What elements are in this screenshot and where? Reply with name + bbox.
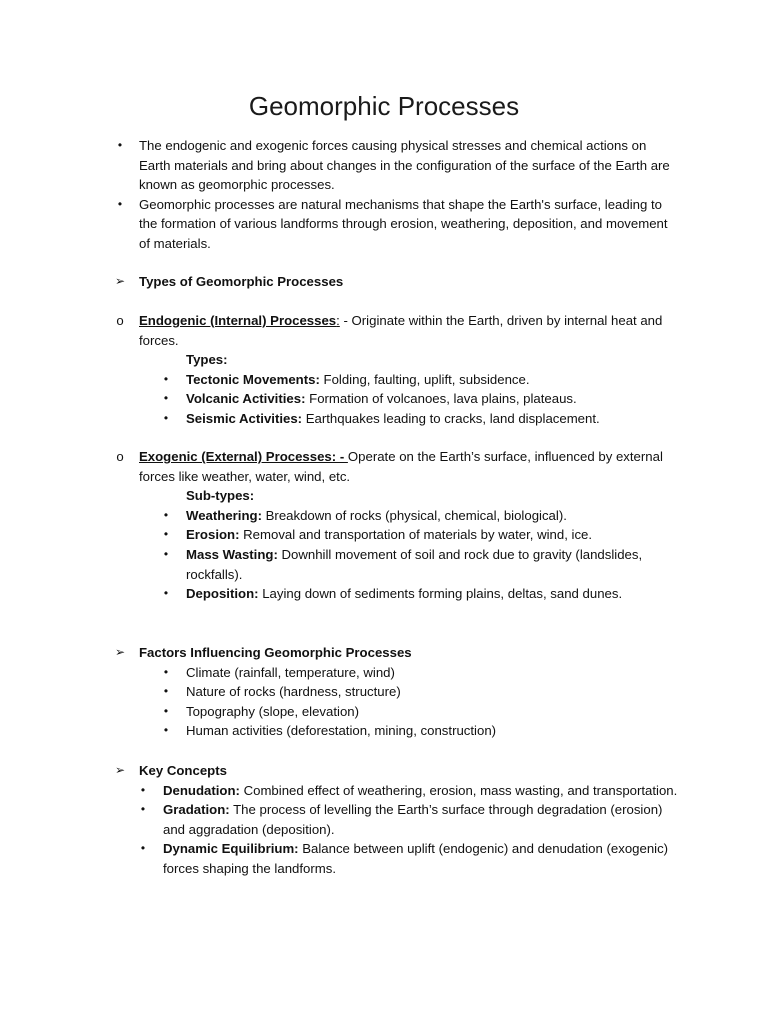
exogenic-subtypes-label: Sub-types:	[186, 488, 255, 504]
bullet-icon: •	[140, 782, 146, 797]
item-term: Tectonic Movements:	[186, 371, 320, 387]
item-term: Gradation:	[163, 802, 230, 818]
arrow-bullet-icon: ➢	[114, 274, 126, 288]
bullet-icon: •	[163, 371, 169, 386]
item-desc: Removal and transportation of materials by water, wind, ice.	[239, 527, 593, 543]
circle-bullet-icon: o	[116, 449, 124, 464]
bullet-icon: •	[163, 410, 169, 425]
intro-item	[0, 195, 768, 254]
factors-section	[0, 643, 768, 741]
item-desc: Formation of volcanoes, lava plains, plateaus.	[305, 391, 577, 407]
bullet-icon: •	[163, 391, 169, 406]
arrow-bullet-icon: ➢	[114, 645, 126, 659]
item-term: Mass Wasting:	[186, 546, 278, 562]
item-term: Volcanic Activities:	[186, 391, 306, 407]
bullet-icon: •	[163, 507, 169, 522]
list-item	[0, 545, 768, 584]
bullet-icon: •	[163, 546, 169, 561]
list-item	[0, 525, 768, 545]
item-desc: Downhill movement of soil and rock due to gravity (landslides, rockfalls).	[186, 546, 643, 582]
item-desc: Laying down of sediments forming plains, deltas, sand dunes.	[258, 586, 623, 602]
section-heading-row	[0, 761, 768, 781]
intro-list	[0, 136, 768, 254]
item-desc: Earthquakes leading to cracks, land displacement.	[302, 410, 600, 426]
endogenic-description: - Originate within the Earth, driven by internal heat and forces.	[139, 313, 663, 348]
bullet-icon: •	[140, 841, 146, 856]
bullet-icon: •	[140, 802, 146, 817]
list-item	[0, 663, 768, 683]
intro-text: The endogenic and exogenic forces causing physical stresses and chemical actions on Earth materials and bring about changes in the configuration of the surface of the Earth are known as geomorphic processes.	[139, 138, 670, 193]
endogenic-types-label: Types:	[186, 352, 228, 368]
item-term: Erosion:	[186, 527, 240, 543]
bullet-icon: •	[163, 703, 169, 718]
list-item	[0, 682, 768, 702]
section-heading-row	[0, 272, 768, 292]
bullet-icon: •	[163, 586, 169, 601]
endogenic-colon: :	[336, 313, 340, 328]
endogenic-heading-row	[0, 311, 768, 350]
item-desc: Combined effect of weathering, erosion, mass wasting, and transportation.	[239, 782, 678, 798]
factor-text: Human activities (deforestation, mining, construction)	[186, 723, 497, 739]
endogenic-section	[0, 311, 768, 429]
bullet-icon: •	[163, 684, 169, 699]
list-item	[0, 409, 768, 429]
endogenic-heading: Endogenic (Internal) Processes	[139, 313, 337, 328]
exogenic-description: Operate on the Earth’s surface, influenced by external forces like weather, water, wind, etc.	[139, 449, 663, 484]
list-item	[0, 800, 768, 839]
arrow-bullet-icon: ➢	[114, 763, 126, 777]
item-term: Denudation:	[163, 782, 240, 798]
list-item	[0, 506, 768, 526]
item-term: Deposition:	[186, 586, 259, 602]
item-desc: Folding, faulting, uplift, subsidence.	[319, 371, 530, 387]
bullet-icon: •	[163, 723, 169, 738]
bullet-icon: •	[163, 527, 169, 542]
item-term: Weathering:	[186, 507, 262, 523]
list-item	[0, 584, 768, 604]
list-item	[0, 781, 768, 801]
exogenic-section	[0, 447, 768, 604]
list-item	[0, 702, 768, 722]
item-term: Dynamic Equilibrium:	[163, 841, 299, 857]
intro-item	[0, 136, 768, 195]
list-item	[0, 389, 768, 409]
list-item	[0, 721, 768, 741]
circle-bullet-icon: o	[116, 313, 124, 328]
bullet-icon: •	[117, 196, 123, 211]
types-section	[0, 272, 768, 292]
item-desc: The process of levelling the Earth’s surface through degradation (erosion) and aggradation (deposition).	[163, 802, 663, 837]
bullet-icon: •	[117, 138, 123, 152]
page-title: Geomorphic Processes	[248, 91, 520, 121]
factor-text: Climate (rainfall, temperature, wind)	[186, 664, 395, 680]
concepts-section	[0, 761, 768, 879]
list-item	[0, 839, 768, 878]
exogenic-heading: Exogenic (External) Processes: -	[139, 449, 348, 464]
bullet-icon: •	[163, 664, 169, 679]
types-heading: Types of Geomorphic Processes	[139, 274, 344, 289]
item-term: Seismic Activities:	[186, 410, 303, 426]
list-item	[0, 370, 768, 390]
exogenic-heading-row	[0, 447, 768, 486]
factors-heading: Factors Influencing Geomorphic Processes	[139, 645, 412, 660]
factor-text: Topography (slope, elevation)	[186, 703, 360, 719]
factor-text: Nature of rocks (hardness, structure)	[186, 684, 401, 700]
concepts-heading: Key Concepts	[139, 763, 227, 778]
intro-text: Geomorphic processes are natural mechanisms that shape the Earth's surface, leading to the formation of various landforms through erosion, weathering, deposition, and movement of materials.	[139, 196, 668, 251]
section-heading-row	[0, 643, 768, 663]
item-desc: Balance between uplift (endogenic) and denudation (exogenic) forces shaping the landforms.	[163, 841, 669, 876]
item-desc: Breakdown of rocks (physical, chemical, biological).	[261, 507, 567, 523]
